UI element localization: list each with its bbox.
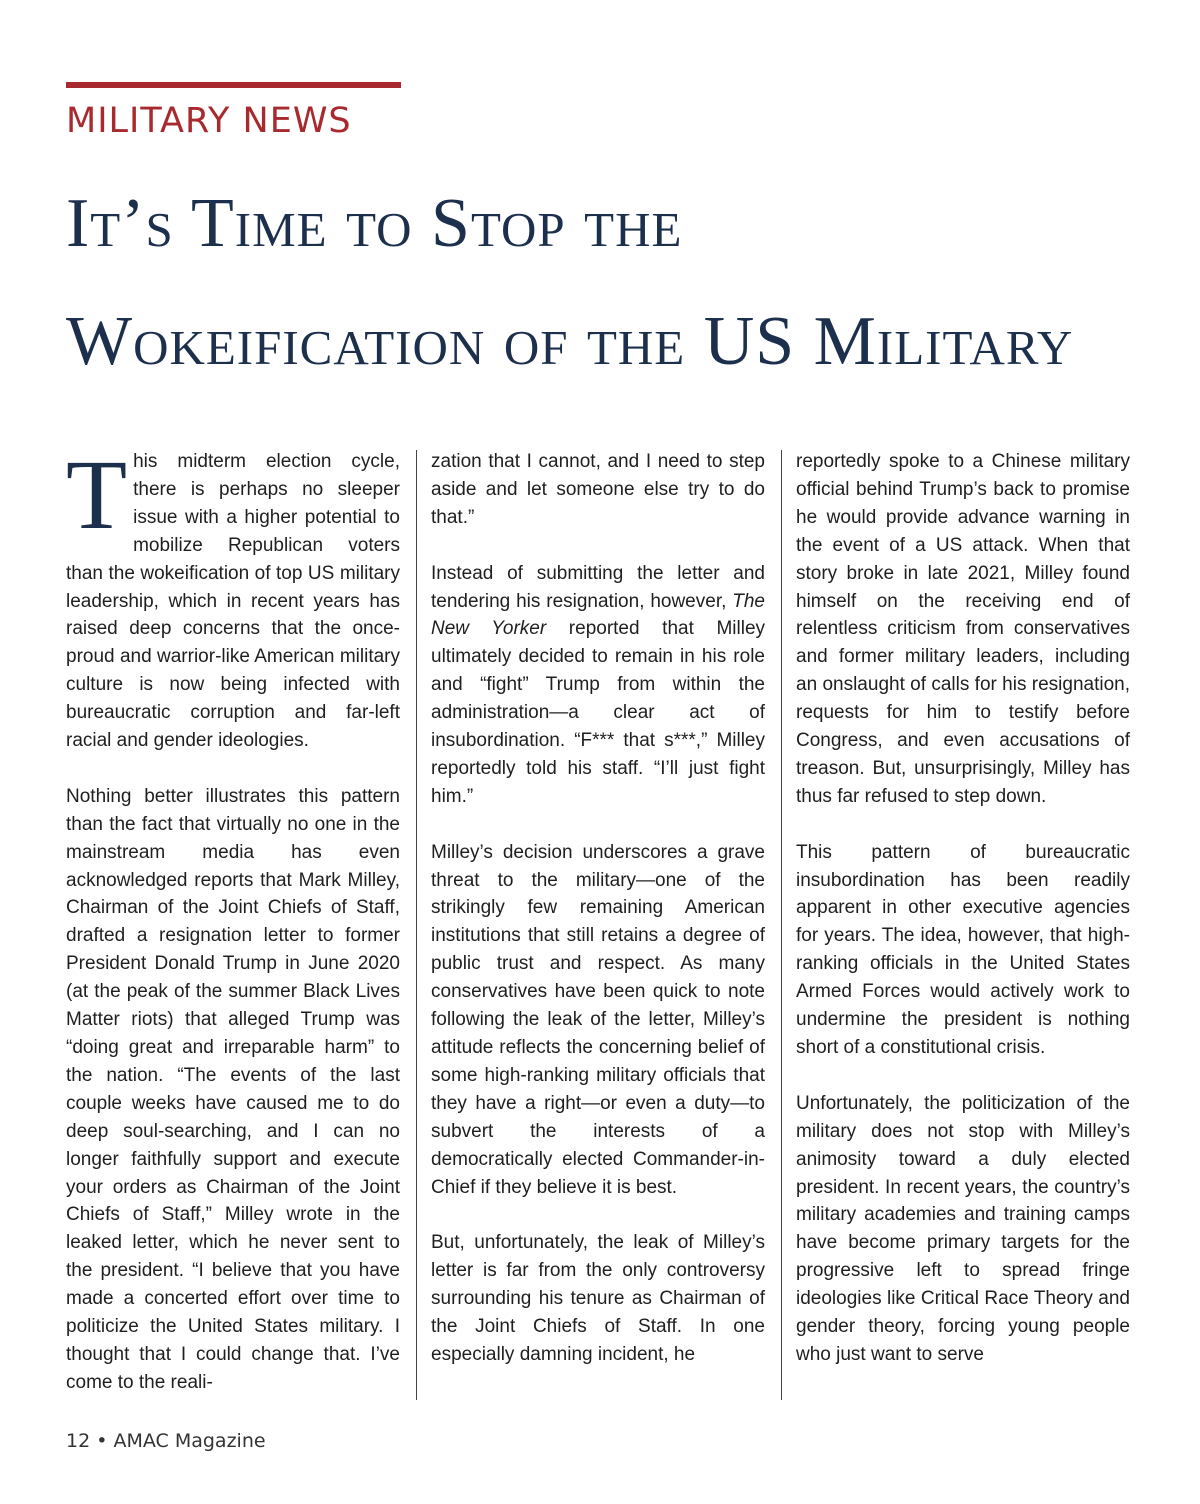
article-paragraph: This pattern of bureaucratic insubordination has been readily apparent in other executive agencies for years. The idea, however, that high-ranking officials in the United States Armed Forces would actively work to undermine the president is nothing short of a constitutional crisis. [796, 841, 1130, 1059]
column-divider [416, 450, 417, 1400]
article-paragraph: Instead of submitting the letter and tendering his resignation, however, The New Yorker reported that Milley ultimately decided to remain in his role and “fight” Trump from within the administration—a clear act of insubordination. “F*** that s***,” Milley reportedly told his staff. “I’ll just fight him.” [431, 562, 766, 807]
section-rule [66, 82, 401, 88]
headline-line-2: Wokeification of the US Military [66, 303, 1074, 380]
article-paragraph: reportedly spoke to a Chinese military official behind Trump’s back to promise he would provide advance warning in the event of a US attack. When that story broke in late 2021, Milley found himself on the receiving end of relentless criticism from conservatives and former military leaders, including an onslaught of calls for his resignation, requests for him to testify before Congress, and even accusations of treason. But, unsurprisingly, Milley has thus far refused to step down. [796, 451, 1130, 807]
article-paragraph: This midterm election cycle, there is perhaps no sleeper issue with a higher potential to mobilize Republican voters than the wokeification of top US military leadership, which in recent years has raised deep concerns that the once-proud and warrior-like American military culture is now being infected with bureaucratic corruption and far-left racial and gender ideologies. [66, 439, 400, 752]
article-paragraph: But, unfortunately, the leak of Milley’s letter is far from the only controversy surrounding his tenure as Chairman of the Joint Chiefs of Staff. In one especially damning incident, he [431, 1232, 765, 1365]
article-paragraph: Milley’s decision underscores a grave threat to the military—one of the strikingly few remaining American institutions that still retains a degree of public trust and respect. As many conservatives have been quick to note following the leak of the letter, Milley’s attitude reflects the concerning belief of some high-ranking military officials that they have a right—or even a duty—to subvert the interests of a democratically elected Commander-in-Chief if they believe it is best. [431, 841, 765, 1198]
article-column-1 [66, 439, 400, 1397]
article-paragraph: zation that I cannot, and I need to step aside and let someone else try to do that.” [431, 451, 765, 528]
article-headline [66, 165, 1200, 395]
drop-cap: T [66, 439, 128, 550]
article-paragraph: Unfortunately, the politicization of the military does not stop with Milley’s animosity toward a duly elected president. In recent years, the country’s military academies and training camps have become primary targets for the progressive left to spread fringe ideologies like Critical Race Theory and gender theory, forcing young people who just want to serve [796, 1092, 1130, 1365]
publication-name: The New Yorker [431, 590, 765, 640]
article-paragraph: Nothing better illustrates this pattern than the fact that virtually no one in the mainstream media has even acknowledged reports that Mark Milley, Chairman of the Joint Chiefs of Staff, drafted a resignation letter to former President Donald Trump in June 2020 (at the peak of the summer Black Lives Matter riots) that alleged Trump was “doing great and irreparable harm” to the nation. “The events of the last couple weeks have caused me to do deep soul-searching, and I can no longer faithfully support and execute your orders as Chairman of the Joint Chiefs of Staff,” Milley wrote in the leaked letter, which he never sent to the president. “I believe that you have made a concerted effort over time to politicize the United States military. I thought that I could change that. I’ve come to the reali- [66, 785, 400, 1393]
column-divider [781, 450, 782, 1400]
section-label: MILITARY NEWS [66, 101, 352, 141]
headline-line-1: It’s Time to Stop the [66, 185, 683, 262]
article-column-3 [796, 448, 1130, 1369]
page-footer: 12 • AMAC Magazine [66, 1430, 266, 1452]
article-column-2 [431, 448, 765, 1369]
